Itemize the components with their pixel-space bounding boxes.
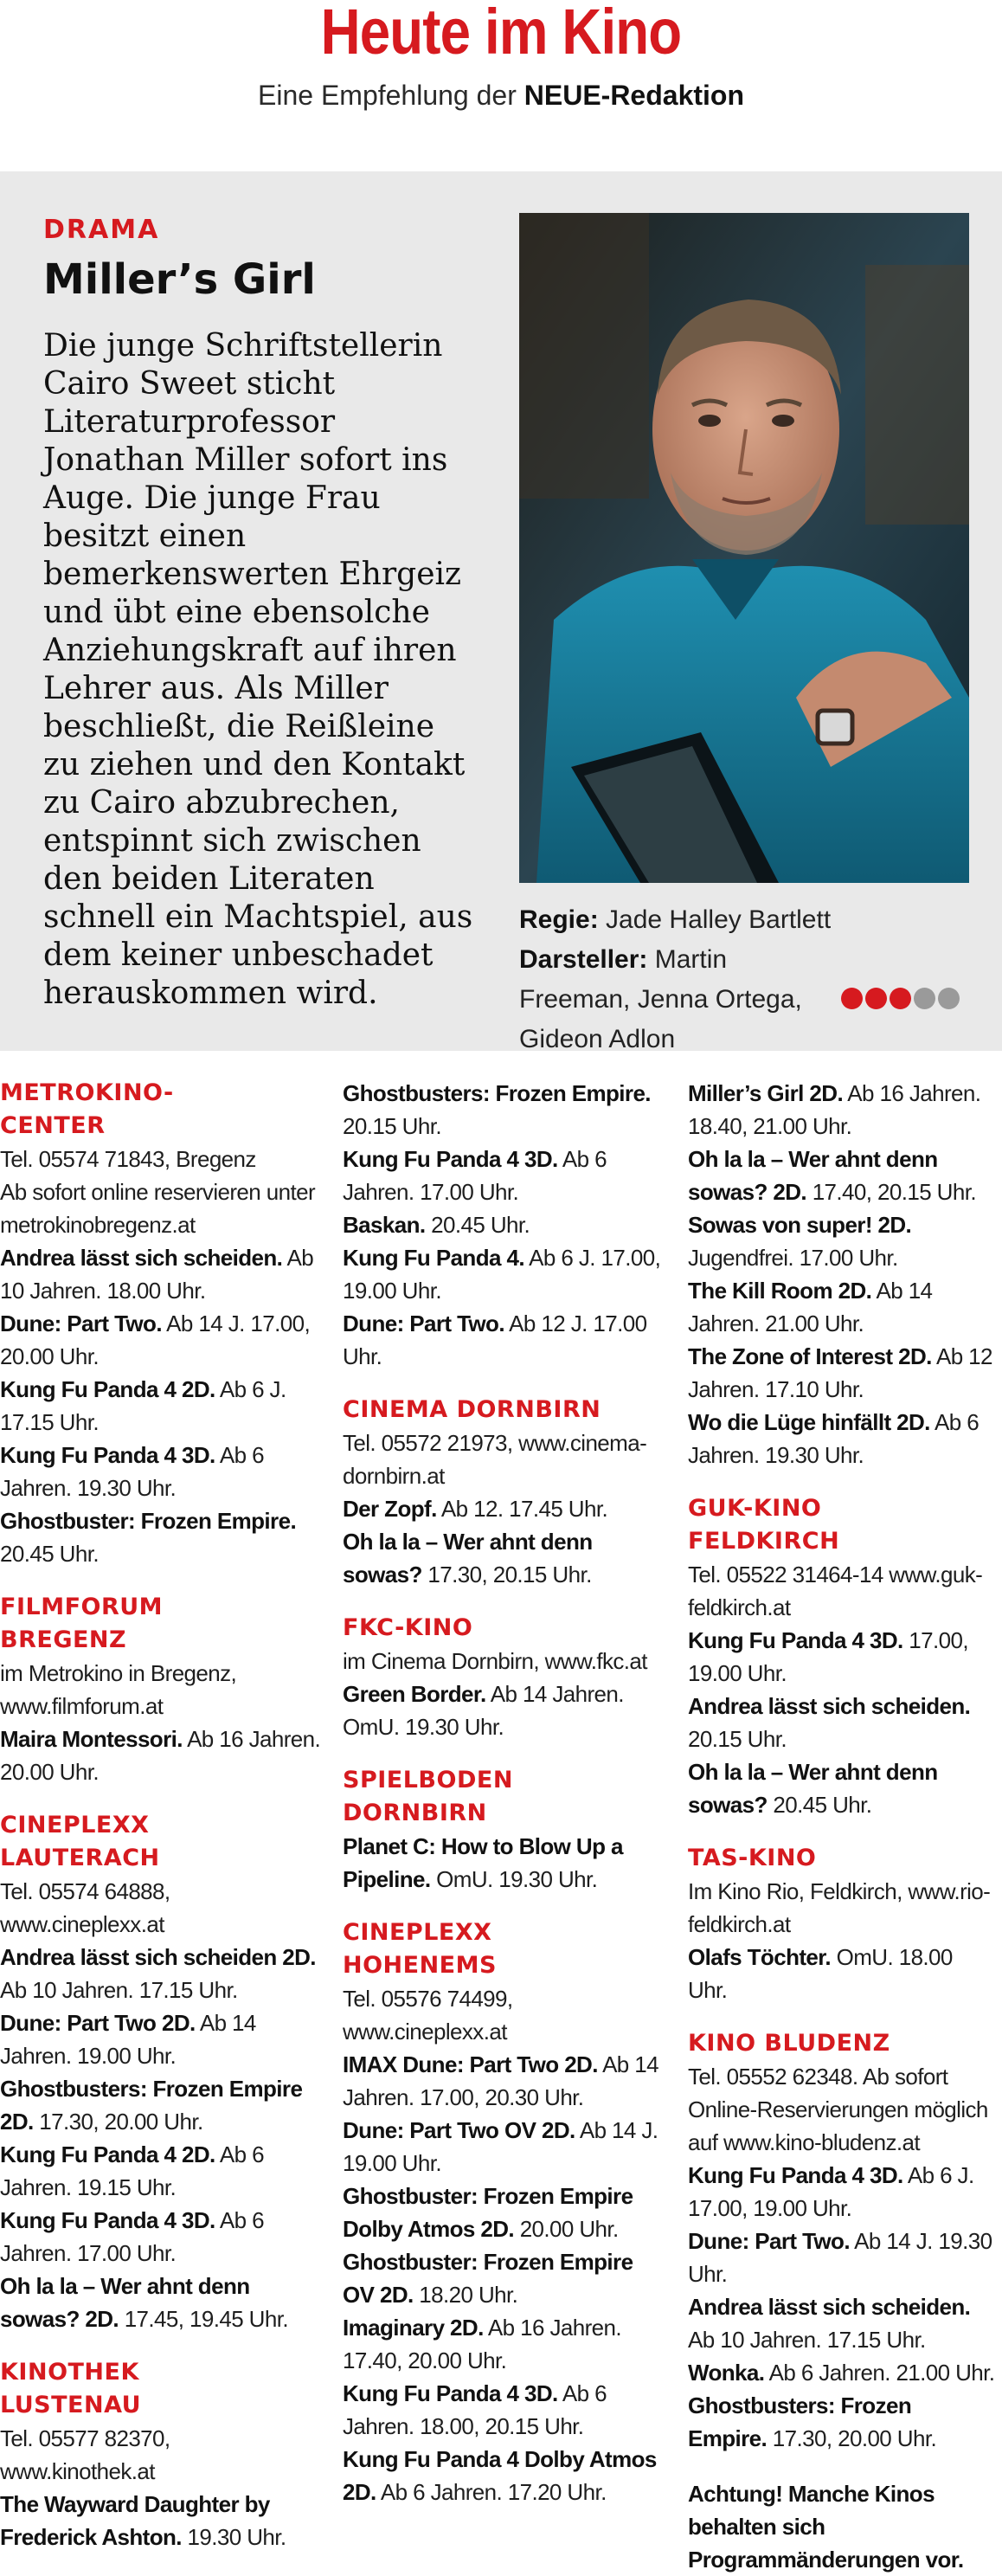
screening-info: 17.30, 20.00 Uhr. [772,2425,937,2451]
screening-info: 17.30, 20.15 Uhr. [427,1562,592,1587]
screening-line [343,1830,668,1896]
rating-dot-filled [890,988,911,1009]
screening-line [343,1492,668,1525]
cinema-name: METROKINO- CENTER [0,1079,174,1139]
feature-genre: DRAMA [43,215,160,245]
film-title: Dune: Part Two. [0,1311,162,1336]
feature-photo [519,213,969,883]
cinema-listing [688,2027,995,2455]
screening-line [0,2138,322,2204]
film-title: Kung Fu Panda 4 3D. [0,1442,215,1468]
film-title: Miller’s Girl 2D. [688,1080,844,1106]
screening-info: 20.15 Uhr. [688,1726,787,1752]
cinema-name: CINEPLEXX LAUTERACH [0,1812,160,1871]
screening-line [0,1307,322,1373]
film-title: Kung Fu Panda 4 3D. [688,1627,903,1653]
screening-line [0,1439,322,1504]
screening-line [688,2290,995,2356]
film-title: The Kill Room 2D. [688,1278,872,1304]
program-change-notice: Achtung! Manche Kinos behalten sich Programmänderungen vor. [688,2481,964,2573]
screening-info: Tel. 05574 64888, www.cineplexx.at [0,1878,170,1937]
screening-line [0,2422,322,2488]
screening-info: Ab 6 J. 17.15 Uhr. [0,1376,286,1435]
rating-dot-empty [914,988,935,1009]
cinema-listing [0,1591,322,1788]
screening-info: Tel. 05552 62348. Ab sofort Online-Reservierungen möglich auf www.kino-bludenz.at [688,2064,988,2155]
screening-info: 17.45, 19.45 Uhr. [124,2306,288,2332]
cinema-listing [343,1916,668,2508]
screening-line [343,1678,668,1743]
film-title: Der Zopf. [343,1496,437,1522]
film-title: Ghostbusters: Frozen Empire. [343,1080,651,1106]
screening-info: Ab 6 Jahren. 19.30 Uhr. [688,1409,980,1468]
screening-line [343,1525,668,1591]
screening-info: 20.45 Uhr. [773,1792,872,1818]
film-title: Wonka. [688,2360,765,2386]
screening-info: OmU. 18.00 Uhr. [688,1944,953,2003]
film-title: Andrea lässt sich scheiden. [688,1693,971,1719]
film-title: Kung Fu Panda 4 Dolby Atmos 2D. [343,2446,657,2505]
page-subtitle [0,80,1002,112]
screening-info: Ab 12. 17.45 Uhr. [440,1496,608,1522]
film-title: Oh la la – Wer ahnt denn sowas? 2D. [688,1146,938,1205]
screening-line [0,1941,322,2006]
screening-line [0,2204,322,2270]
screening-info: im Metrokino in Bregenz, www.filmforum.at [0,1660,237,1719]
feature-credits [519,900,978,1059]
screening-info: 20.00 Uhr. [519,2216,619,2242]
screening-line [0,1241,322,1307]
screening-line [343,2048,668,2114]
screening-info: Ab 10 Jahren. 17.15 Uhr. [0,1977,238,2003]
screening-info: 17.00, 19.00 Uhr. [688,1627,968,1686]
screening-line [688,1690,995,1755]
screening-info: Tel. 05574 71843, Bregenz [0,1146,256,1172]
film-title: Oh la la – Wer ahnt denn sowas? [688,1759,938,1818]
listing-column-1 [0,1077,322,2574]
screening-line [688,1208,995,1274]
screening-info: 17.30, 20.00 Uhr. [39,2109,203,2135]
screening-info: Ab 16 Jahren. 18.40, 21.00 Uhr. [688,1080,981,1139]
screening-info: OmU. 19.30 Uhr. [436,1866,598,1892]
film-title: Dune: Part Two. [343,1311,504,1336]
screening-info: Ab 6 Jahren. 17.00 Uhr. [0,2207,264,2266]
cinema-name: SPIELBODEN DORNBIRN [343,1767,513,1826]
feature-synopsis: Die junge Schriftstellerin Cairo Sweet sticht Literaturprofessor Jonathan Miller sofort ins Auge. Die junge Frau besitzt einen bemerkenswerten Ehrgeiz und übt eine ebensolche Anziehungskraft auf ihren Lehrer aus. Als Miller beschließt, die Reißleine zu ziehen und den Kontakt zu Cairo abzubrechen, entspinnt sich zwischen den beiden Literaten schnell ein Machtspiel, aus dem keiner unbeschadet herauskommen wird. [43,328,473,1011]
film-title: Andrea lässt sich scheiden. [0,1245,283,1271]
screening-info: Ab 10 Jahren. 17.15 Uhr. [688,2327,926,2353]
feature-title: Miller’s Girl [43,255,316,304]
screening-info: Ab 6 Jahren. 17.00 Uhr. [343,1146,607,1205]
screening-line [688,2225,995,2290]
screening-line [343,2245,668,2311]
page-title: Heute im Kino [320,0,682,68]
screening-line [343,1208,668,1241]
film-title: IMAX Dune: Part Two 2D. [343,2051,598,2077]
subtitle-prefix: Eine Empfehlung der [258,80,524,111]
screening-info: Ab 14 J. 19.30 Uhr. [688,2228,992,2287]
cinema-listing [343,1394,668,1591]
director-label: Regie: [519,905,599,934]
screening-line [688,1941,995,2006]
film-title: Dune: Part Two 2D. [0,2010,196,2036]
film-title: Ghostbuster: Frozen Empire OV 2D. [343,2249,633,2308]
screening-info: Ab 6 J. 17.00, 19.00 Uhr. [343,1245,661,1304]
cinema-listing [0,2356,322,2553]
film-title: The Zone of Interest 2D. [688,1343,932,1369]
film-title: Dune: Part Two. [688,2228,850,2254]
rating-dot-filled [865,988,887,1009]
screening-line [0,1143,322,1175]
film-title: Planet C: How to Blow Up a Pipeline. [343,1833,623,1892]
page-header [0,0,1002,173]
rating-dot-filled [841,988,863,1009]
screening-info: Tel. 05576 74499, www.cineplexx.at [343,1986,513,2045]
listing-column-2 [343,1077,668,2529]
screening-info: Ab sofort online reservieren unter metrokinobregenz.at [0,1179,316,1238]
screening-info: 19.30 Uhr. [187,2524,286,2550]
screening-line [0,2006,322,2072]
cinema-name: FILMFORUM BREGENZ [0,1594,164,1653]
cinema-name: KINO BLUDENZ [688,2030,890,2057]
film-title: Imaginary 2D. [343,2315,484,2341]
screening-line [0,1723,322,1788]
screening-info: Ab 6 Jahren. 19.15 Uhr. [0,2141,264,2200]
screening-line [688,1558,995,1624]
cinema-listing [688,1842,995,2006]
film-title: Kung Fu Panda 4 3D. [343,2380,558,2406]
screening-line [343,2180,668,2245]
screening-info: Tel. 05522 31464-14 www.guk-feldkirch.at [688,1562,983,1620]
screening-info: Ab 16 Jahren. 20.00 Uhr. [0,1726,321,1785]
film-title: Maira Montessori. [0,1726,183,1752]
cinema-name: KINOTHEK LUSTENAU [0,2359,142,2418]
rating-dot-empty [938,988,960,1009]
screening-info: Ab 14 J. 17.00, 20.00 Uhr. [0,1311,311,1369]
film-title: Ghostbusters: Frozen Empire 2D. [0,2076,303,2135]
screening-info: Im Kino Rio, Feldkirch, www.rio-feldkirch.at [688,1878,991,1937]
screening-info: Ab 12 J. 17.00 Uhr. [343,1311,647,1369]
screening-line [343,1982,668,2048]
screening-line [0,2072,322,2138]
screening-line [343,1645,668,1678]
screening-line [0,1504,322,1570]
screening-line [688,1274,995,1340]
screening-info: Ab 6 Jahren. 19.30 Uhr. [0,1442,264,1501]
screening-line [343,1307,668,1373]
screening-info: Ab 14 Jahren. 17.00, 20.30 Uhr. [343,2051,659,2110]
film-title: Baskan. [343,1212,426,1238]
screening-line [343,2377,668,2443]
film-title: Oh la la – Wer ahnt denn sowas? 2D. [0,2273,250,2332]
cinema-listing [343,1764,668,1896]
cinema-listing [343,1612,668,1743]
screening-line [0,1657,322,1723]
film-title: Olafs Töchter. [688,1944,831,1970]
film-title: Ghostbusters: Frozen Empire. [688,2392,912,2451]
director-value: Jade Halley Bartlett [606,905,832,934]
cinema-name: CINEPLEXX HOHENEMS [343,1919,497,1979]
film-title: Andrea lässt sich scheiden 2D. [0,1944,316,1970]
screening-info: Ab 12 Jahren. 17.10 Uhr. [688,1343,992,1402]
screening-info: 18.20 Uhr. [419,2282,518,2308]
cinema-name: TAS-KINO [688,1845,817,1871]
cinema-name: FKC-KINO [343,1614,473,1641]
screening-info: Ab 6 Jahren. 21.00 Uhr. [768,2360,995,2386]
cinema-listing [0,1809,322,2335]
subtitle-brand: NEUE-Redaktion [523,80,744,111]
feature-panel [0,171,1002,1051]
screening-line [688,1077,995,1143]
actor-portrait-illustration [519,213,969,883]
screening-line [0,2270,322,2335]
film-title: Kung Fu Panda 4. [343,1245,524,1271]
cinema-listing [0,1077,322,1570]
screening-line [343,2311,668,2377]
film-title: Wo die Lüge hinfällt 2D. [688,1409,930,1435]
cinema-listing [343,1077,668,1373]
film-title: Ghostbuster: Frozen Empire Dolby Atmos 2D. [343,2183,633,2242]
cast-line [519,940,831,1059]
listing-column-3 [688,1077,995,2576]
film-title: Green Border. [343,1681,486,1707]
screening-info: Ab 14 Jahren. 19.00 Uhr. [0,2010,256,2069]
screening-info: 17.40, 20.15 Uhr. [812,1179,976,1205]
screening-line [0,1175,322,1241]
screening-line [688,1143,995,1208]
film-title: Sowas von super! 2D. [688,1212,912,1238]
screening-line [0,1373,322,1439]
screening-line [688,1406,995,1472]
screening-info: Jugendfrei. 17.00 Uhr. [688,1245,898,1271]
screening-line [343,1143,668,1208]
cast-value: Martin Freeman, Jenna Ortega, Gideon Adlon [519,945,802,1053]
cinema-listing [688,1077,995,1472]
screening-info: Tel. 05572 21973, www.cinema-dornbirn.at [343,1430,647,1489]
screening-line [688,2356,995,2389]
director-line [519,900,978,940]
film-title: Kung Fu Panda 4 2D. [0,1376,215,1402]
film-title: Andrea lässt sich scheiden. [688,2294,971,2320]
film-title: Dune: Part Two OV 2D. [343,2117,575,2143]
film-title: The Wayward Daughter by Frederick Ashton. [0,2491,270,2550]
screening-info: Ab 14 Jahren. OmU. 19.30 Uhr. [343,1681,624,1740]
screening-info: Ab 6 J. 17.00, 19.00 Uhr. [688,2162,974,2221]
screening-info: Ab 6 Jahren. 18.00, 20.15 Uhr. [343,2380,607,2439]
film-title: Kung Fu Panda 4 3D. [343,1146,558,1172]
screening-info: 20.15 Uhr. [343,1113,441,1139]
screening-line [688,2159,995,2225]
screening-info: Ab 10 Jahren. 18.00 Uhr. [0,1245,314,1304]
screening-info: Ab 14 J. 19.00 Uhr. [343,2117,658,2176]
screening-line [343,1241,668,1307]
film-title: Oh la la – Wer ahnt denn sowas? [343,1529,593,1587]
cinema-listing [688,1492,995,1821]
screening-info: im Cinema Dornbirn, www.fkc.at [343,1648,647,1674]
screening-line [688,1875,995,1941]
screening-info: Tel. 05577 82370, www.kinothek.at [0,2425,170,2484]
screening-info: Ab 16 Jahren. 17.40, 20.00 Uhr. [343,2315,622,2373]
film-title: Kung Fu Panda 4 3D. [688,2162,903,2188]
screening-info: 20.45 Uhr. [0,1541,99,1567]
screening-line [0,1875,322,1941]
screening-line [688,1624,995,1690]
screening-info: 20.45 Uhr. [431,1212,530,1238]
screening-line [688,1755,995,1821]
film-title: Kung Fu Panda 4 3D. [0,2207,215,2233]
film-title: Kung Fu Panda 4 2D. [0,2141,215,2167]
screening-line [688,2389,995,2455]
screening-info: Ab 6 Jahren. 17.20 Uhr. [380,2479,607,2505]
cinema-name: GUK-KINO FELDKIRCH [688,1495,840,1555]
cast-label: Darsteller: [519,945,648,974]
screening-line [688,2060,995,2159]
screening-line [343,1077,668,1143]
screening-line [343,2114,668,2180]
film-title: Ghostbuster: Frozen Empire. [0,1508,297,1534]
rating-dots [841,988,962,1014]
cinema-name: CINEMA DORNBIRN [343,1396,601,1423]
screening-line [0,2488,322,2553]
screening-line [343,1426,668,1492]
screening-line [688,1340,995,1406]
screening-info: Ab 14 Jahren. 21.00 Uhr. [688,1278,933,1336]
screening-line [343,2443,668,2508]
